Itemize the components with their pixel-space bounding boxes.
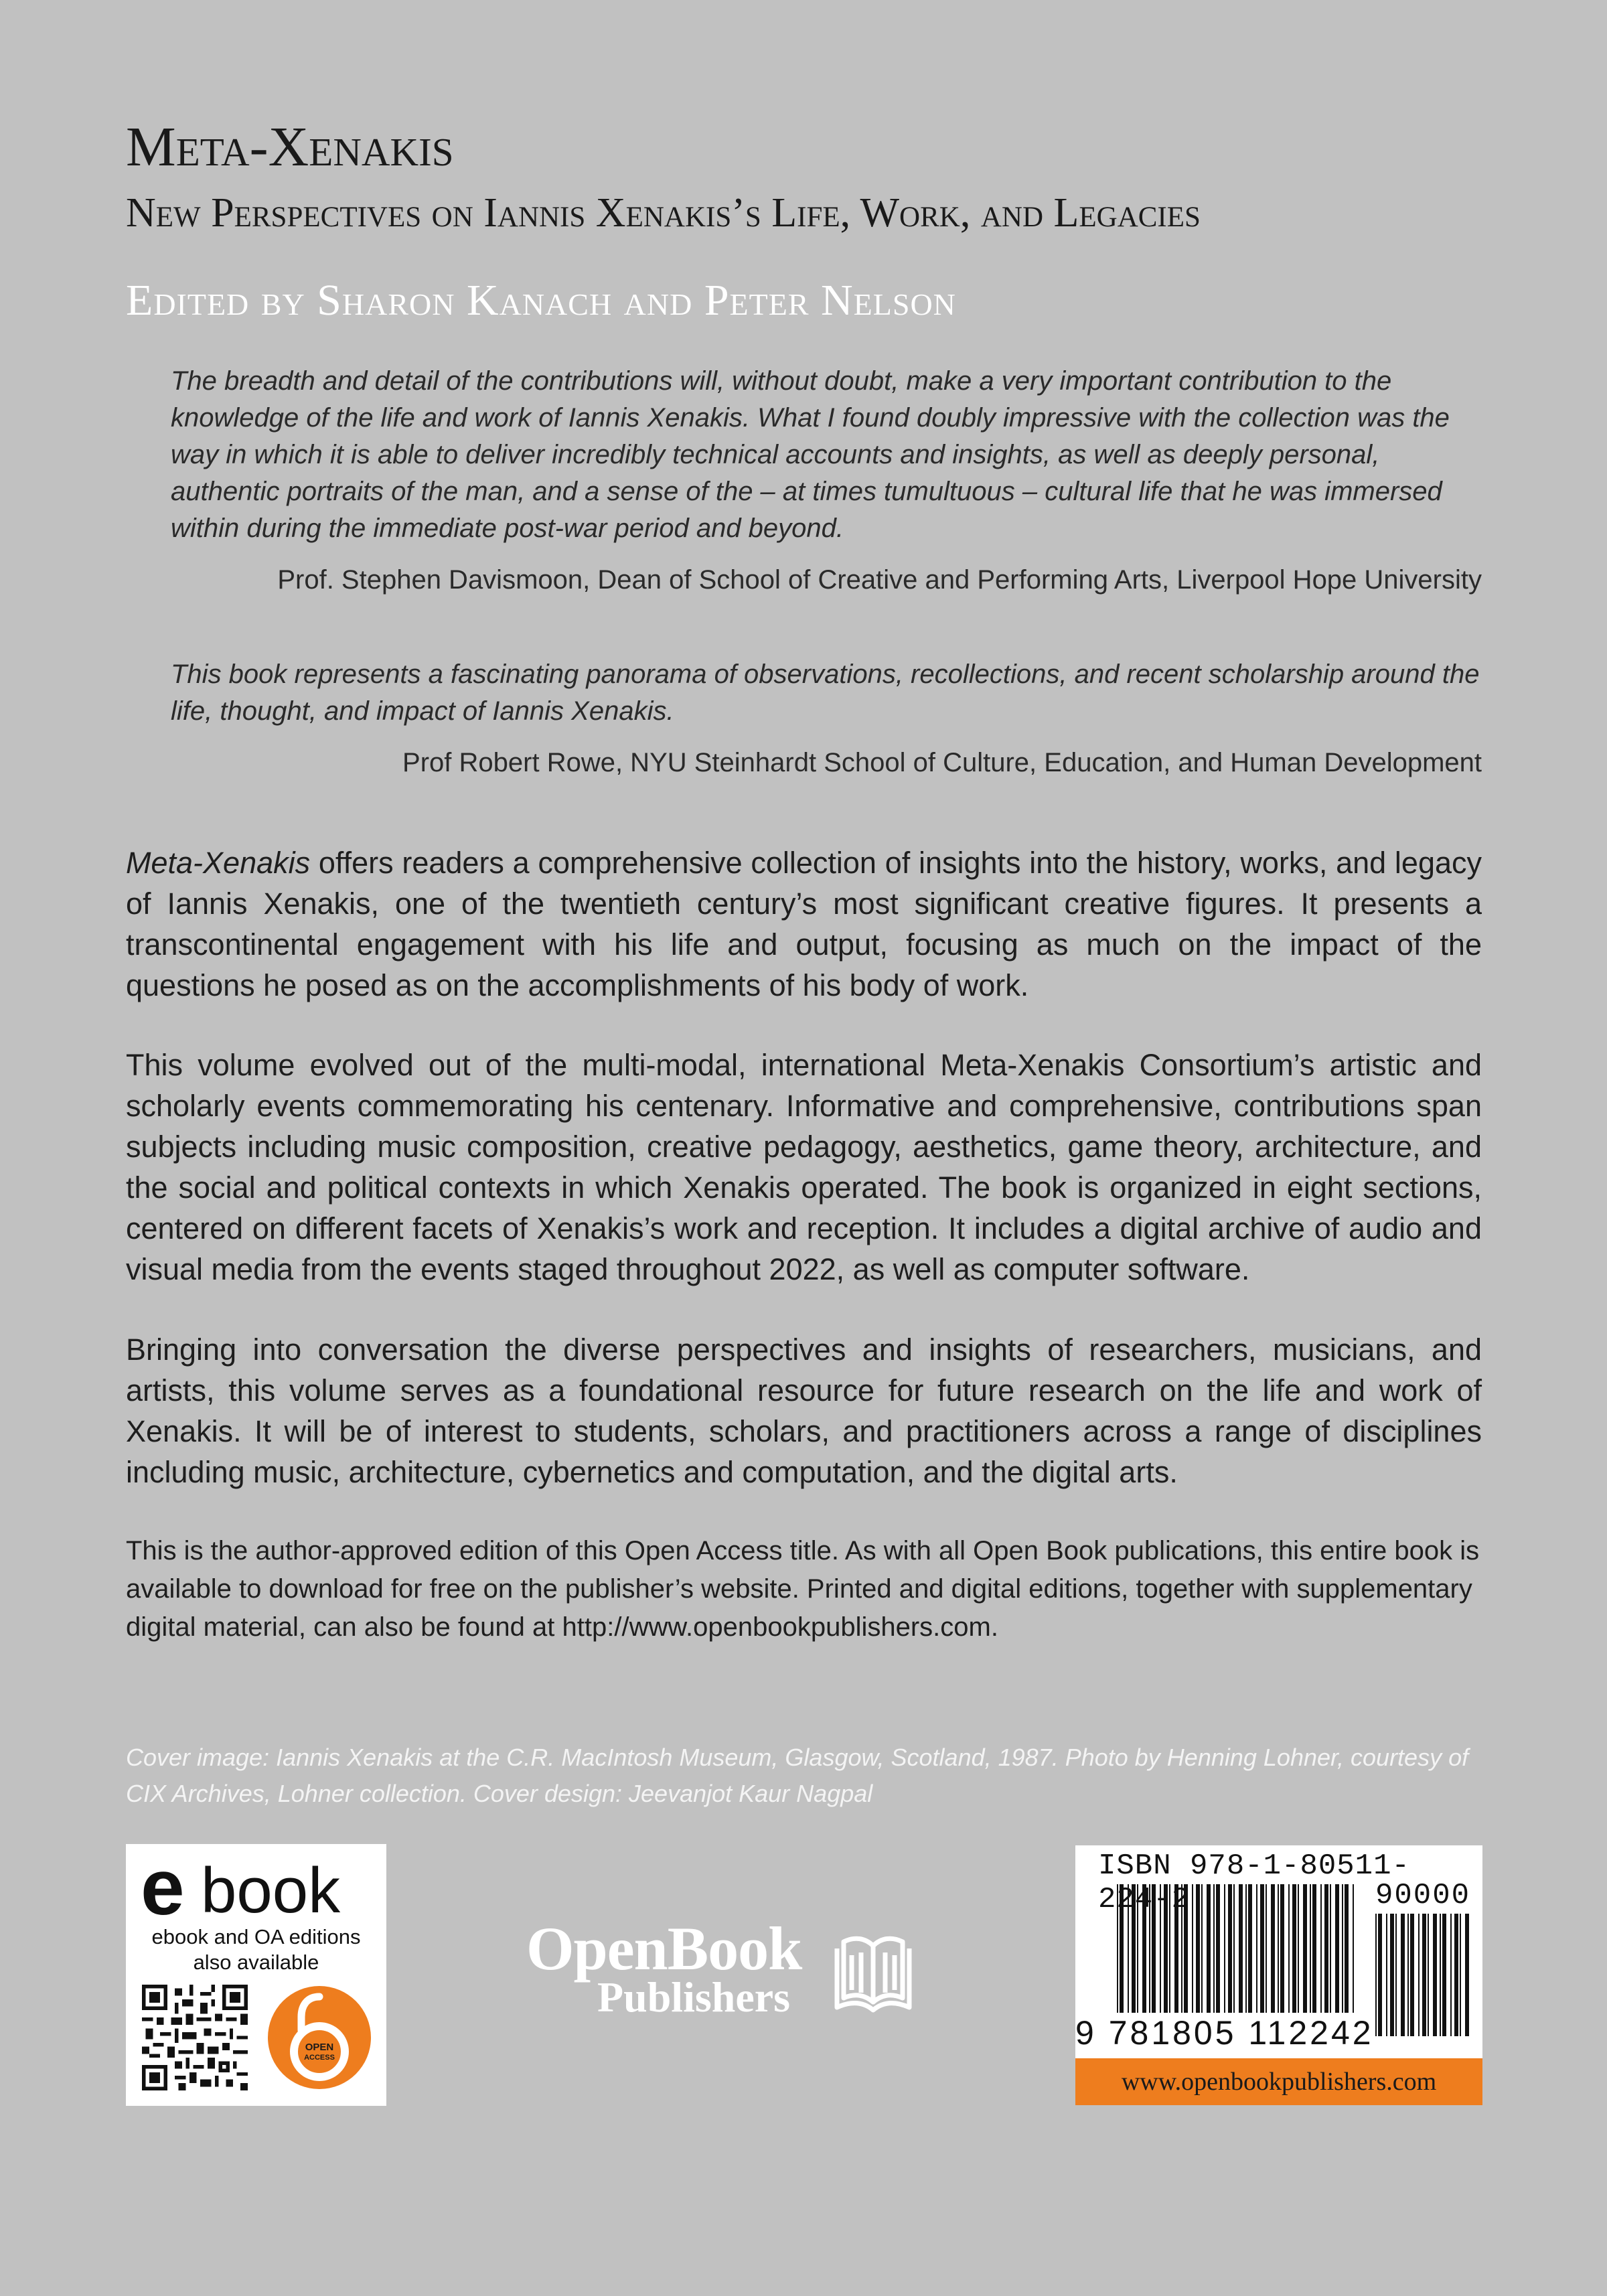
- ebook-logo-word: book: [201, 1855, 341, 1926]
- paragraph-text: This is the author-approved edition of this Open Access title. As with all Open Book publications, this entire book is available to download for free on the publisher’s website. Printed and digital editions, together with supplementary digital material, can also be found at http://www.openbookpublishers.com.: [126, 1536, 1480, 1642]
- qr-code-icon[interactable]: [142, 1985, 248, 2090]
- publisher-logo[interactable]: [526, 1916, 915, 2030]
- endorsement-quote: The breadth and detail of the contributions will, without doubt, make a very important contribution to the knowledge of the life and work of Iannis Xenakis. What I found doubly impressive with the collection was the way in which it is able to deliver incredibly technical accounts and insights, as well as deeply personal, authentic portraits of the man, and a sense of the – at times tumultuous – cultural life that he was immersed within during the immediate post-war period and beyond.: [171, 366, 1450, 543]
- paragraph-text: This volume evolved out of the multi-modal, international Meta-Xenakis Consortium’s artistic and scholarly events commemorating his centenary. Informative and comprehensive, contributions span subjects including music composition, creative pedagogy, aesthetics, game theory, architecture, and the social and political contexts in which Xenakis operated. The book is organized in eight sections, centered on different facets of Xenakis’s work and reception. It includes a digital archive of audio and visual media from the events staged throughout 2022, as well as computer software.: [126, 1048, 1482, 1286]
- open-book-icon: [832, 1928, 915, 2015]
- publisher-url[interactable]: www.openbookpublishers.com: [1075, 2058, 1482, 2105]
- book-title-inline: Meta-Xenakis: [126, 846, 311, 880]
- description-paragraph-1: [126, 842, 1482, 1006]
- description-paragraph-4: [126, 1532, 1482, 1647]
- book-title: Meta-Xenakis: [126, 116, 454, 178]
- endorsement-1: [171, 363, 1482, 599]
- book-editors: Edited by Sharon Kanach and Peter Nelson: [126, 276, 956, 325]
- cover-credit: Cover image: Iannis Xenakis at the C.R. MacIntosh Museum, Glasgow, Scotland, 1987. Photo by Henning Lohner, courtesy of CIX Archives, Lohner collection. Cover design: Jeevanjot Kaur Nagpal: [126, 1744, 1469, 1807]
- barcode-addon-number: 90000: [1375, 1879, 1471, 1912]
- endorsement-attribution: Prof Robert Rowe, NYU Steinhardt School of Culture, Education, and Human Development: [402, 748, 1482, 777]
- publisher-name-line-2: Publishers: [597, 1973, 791, 2021]
- open-access-icon[interactable]: [268, 1986, 371, 2089]
- oa-label-access: ACCESS: [304, 2054, 335, 2062]
- description-paragraph-3: [126, 1329, 1482, 1493]
- paragraph-text: offers readers a comprehensive collection of insights into the history, works, and legacy of Iannis Xenakis, one of the twentieth century’s most significant creative figures. It presents a transcontinental engagement with his life and output, focusing as much on the impact of the questions he posed as on the accomplishments of his body of work.: [126, 846, 1482, 1002]
- endorsement-2: [171, 656, 1482, 781]
- title-block: [126, 114, 1505, 331]
- barcode-number: 9 781805 112242: [1075, 2014, 1374, 2052]
- ebook-badge: [126, 1844, 386, 2106]
- isbn-barcode: [1075, 1845, 1482, 2105]
- publisher-name-line-1: OpenBook: [526, 1914, 802, 1983]
- ebook-logo: [139, 1843, 380, 1932]
- ebook-caption: [126, 1924, 386, 1975]
- paragraph-text: Bringing into conversation the diverse perspectives and insights of researchers, musicians, and artists, this volume serves as a foundational resource for future research on the life and work of Xenakis. It will be of interest to students, scholars, and practitioners across a range of disciplines including music, architecture, cybernetics and computation, and the digital arts.: [126, 1332, 1482, 1489]
- endorsement-attribution: Prof. Stephen Davismoon, Dean of School of Creative and Performing Arts, Liverpool Hope University: [277, 565, 1482, 595]
- ebook-logo-e: e: [141, 1843, 185, 1932]
- ebook-caption-line-1: ebook and OA editions: [151, 1925, 361, 1948]
- isbn-label: ISBN 978-1-80511-224-2: [1098, 1849, 1410, 1916]
- ebook-caption-line-2: also available: [193, 1950, 319, 1974]
- description-paragraph-2: [126, 1045, 1482, 1290]
- endorsement-quote: This book represents a fascinating panorama of observations, recollections, and recent scholarship around the life, thought, and impact of Iannis Xenakis.: [171, 660, 1480, 726]
- oa-label-open: OPEN: [305, 2042, 334, 2053]
- book-subtitle: New Perspectives on Iannis Xenakis’s Life, Work, and Legacies: [126, 190, 1201, 236]
